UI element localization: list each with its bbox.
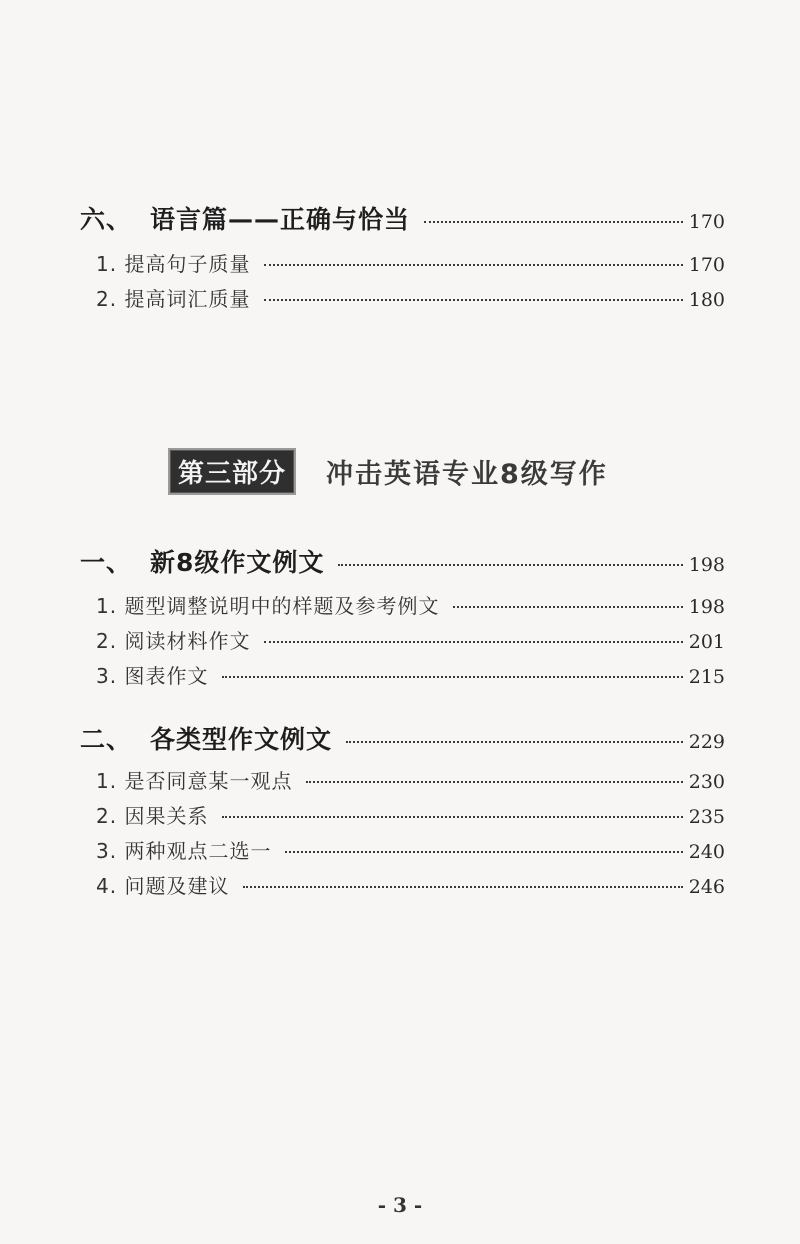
chapter-page-number: 229 xyxy=(688,731,725,753)
part-heading xyxy=(168,448,608,495)
item-title: 4. 问题及建议 xyxy=(96,874,230,898)
item-title: 2. 阅读材料作文 xyxy=(96,629,251,653)
item-page-number: 246 xyxy=(688,876,725,898)
toc-item[interactable] xyxy=(0,765,725,794)
toc-chapter-six[interactable] xyxy=(0,200,725,236)
item-page-number: 230 xyxy=(688,771,725,793)
item-page-number: 215 xyxy=(688,666,725,688)
dot-leader xyxy=(222,816,682,818)
toc-item[interactable] xyxy=(0,870,725,899)
item-page-number: 170 xyxy=(688,254,725,276)
toc-item[interactable] xyxy=(0,248,725,277)
item-title: 3. 两种观点二选一 xyxy=(96,839,272,863)
chapter-page-number: 170 xyxy=(688,211,725,233)
toc-chapter-two[interactable] xyxy=(0,720,725,756)
item-title: 1. 题型调整说明中的样题及参考例文 xyxy=(96,594,440,618)
item-page-number: 201 xyxy=(688,631,725,653)
dot-leader xyxy=(222,676,682,678)
dot-leader xyxy=(264,264,682,266)
item-page-number: 240 xyxy=(688,841,725,863)
part-title: 冲击英语专业8级写作 xyxy=(326,459,608,490)
dot-leader xyxy=(285,851,682,853)
toc-chapter-one[interactable] xyxy=(0,543,725,579)
item-title: 1. 提高句子质量 xyxy=(96,252,251,276)
item-title: 3. 图表作文 xyxy=(96,664,209,688)
item-page-number: 180 xyxy=(688,289,725,311)
toc-item[interactable] xyxy=(0,625,725,654)
dot-leader xyxy=(453,606,682,608)
chapter-page-number: 198 xyxy=(688,554,725,576)
toc-item[interactable] xyxy=(0,835,725,864)
dot-leader xyxy=(264,641,682,643)
item-title: 2. 因果关系 xyxy=(96,804,209,828)
part-badge: 第三部分 xyxy=(168,448,296,495)
item-page-number: 198 xyxy=(688,596,725,618)
chapter-title: 一、 新8级作文例文 xyxy=(80,548,325,577)
dot-leader xyxy=(264,299,682,301)
item-title: 1. 是否同意某一观点 xyxy=(96,769,293,793)
dot-leader xyxy=(306,781,682,783)
item-title: 2. 提高词汇质量 xyxy=(96,287,251,311)
page-number-footer: - 3 - xyxy=(377,1193,423,1217)
toc-item[interactable] xyxy=(0,800,725,829)
toc-item[interactable] xyxy=(0,660,725,689)
dot-leader xyxy=(424,221,683,223)
item-page-number: 235 xyxy=(688,806,725,828)
chapter-title: 二、 各类型作文例文 xyxy=(80,725,333,754)
dot-leader xyxy=(346,741,683,743)
toc-item[interactable] xyxy=(0,283,725,312)
dot-leader xyxy=(243,886,682,888)
chapter-title: 六、 语言篇——正确与恰当 xyxy=(80,205,411,234)
dot-leader xyxy=(338,564,682,566)
toc-item[interactable] xyxy=(0,590,725,619)
